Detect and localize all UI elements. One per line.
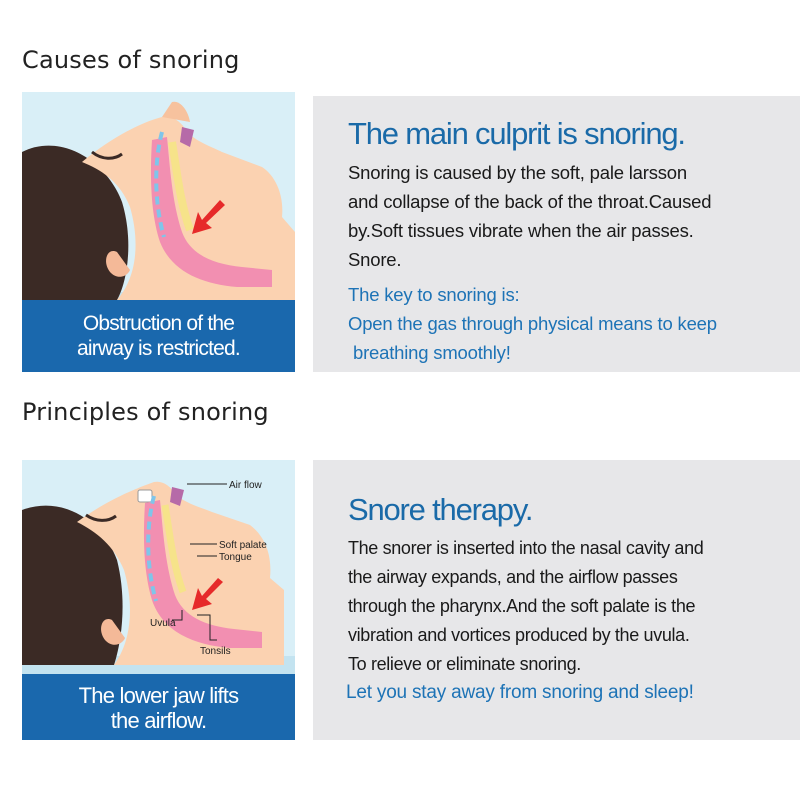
panel-body bbox=[348, 534, 798, 679]
therapy-tagline: Let you stay away from snoring and sleep! bbox=[346, 682, 694, 703]
illustration1-caption bbox=[22, 300, 295, 372]
label-air-flow: Air flow bbox=[229, 480, 262, 491]
label-tonsils: Tonsils bbox=[200, 646, 231, 657]
key-line: breathing smoothly! bbox=[353, 342, 511, 363]
key-to-snoring-text bbox=[348, 280, 717, 367]
nasal-device-icon bbox=[138, 490, 152, 502]
illustration2-caption bbox=[22, 674, 295, 740]
key-line: Open the gas through physical means to keep bbox=[348, 313, 717, 334]
body-line: the airway expands, and the airflow passes bbox=[348, 567, 678, 587]
caption-line: the airflow. bbox=[110, 708, 207, 733]
label-soft-palate: Soft palate bbox=[219, 540, 267, 551]
body-line: The snorer is inserted into the nasal cavity and bbox=[348, 538, 704, 558]
caption-line: The lower jaw lifts bbox=[78, 683, 239, 708]
body-line: and collapse of the back of the throat.Caused bbox=[348, 191, 712, 212]
body-line: through the pharynx.And the soft palate is the bbox=[348, 596, 696, 616]
caption-line: Obstruction of the bbox=[82, 312, 235, 335]
label-uvula: Uvula bbox=[150, 618, 176, 629]
body-line: vibration and vortices produced by the uvula. bbox=[348, 625, 690, 645]
snoring-principle-illustration bbox=[22, 460, 295, 740]
body-line: To relieve or eliminate snoring. bbox=[348, 654, 581, 674]
panel-heading: The main culprit is snoring. bbox=[348, 116, 685, 151]
body-line: Snoring is caused by the soft, pale larsson bbox=[348, 162, 687, 183]
causes-section-title: Causes of snoring bbox=[22, 46, 240, 74]
body-line: Snore. bbox=[348, 249, 402, 270]
panel-heading: Snore therapy. bbox=[348, 492, 533, 527]
snoring-cause-illustration bbox=[22, 92, 295, 372]
panel-body bbox=[348, 158, 798, 274]
caption-line: airway is restricted. bbox=[77, 337, 240, 360]
therapy-panel bbox=[313, 460, 800, 740]
body-line: by.Soft tissues vibrate when the air passes. bbox=[348, 220, 694, 241]
label-tongue: Tongue bbox=[219, 552, 252, 563]
principles-section-title: Principles of snoring bbox=[22, 398, 269, 426]
culprit-panel bbox=[313, 96, 800, 372]
key-line: The key to snoring is: bbox=[348, 284, 520, 305]
